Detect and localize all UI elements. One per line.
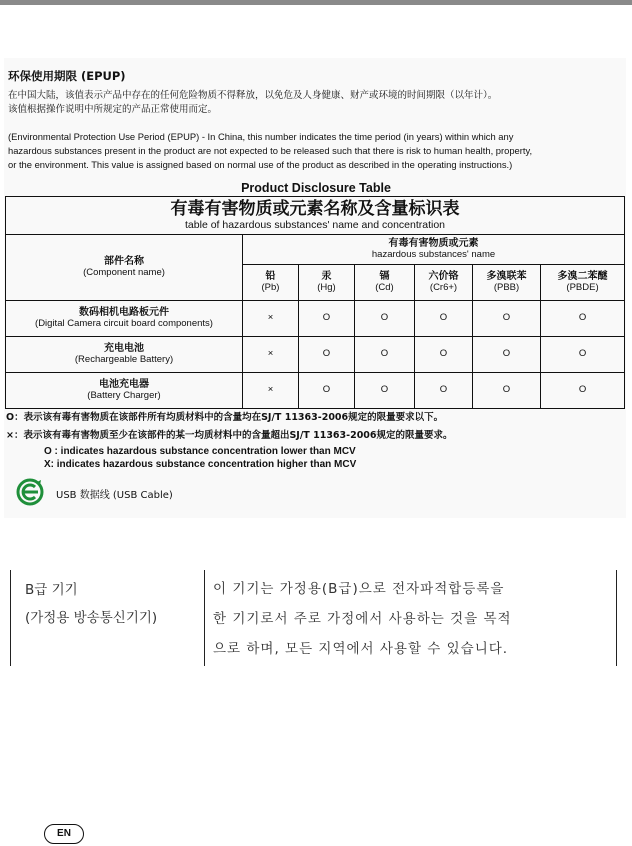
substance-header-hg (299, 265, 355, 301)
component-en: (Rechargeable Battery) (74, 353, 174, 365)
component-header (6, 235, 243, 301)
substance-en: (Cd) (375, 281, 394, 293)
component-cell (6, 373, 243, 409)
substance-header-cn: 有毒有害物质或元素 (388, 238, 479, 250)
mark-cell: O (299, 301, 355, 337)
device-class-cell (11, 570, 205, 666)
device-class-desc: (가정용 방송통신기기) (25, 610, 158, 626)
environmental-protection-logo-icon (16, 478, 44, 506)
legend-x: X: indicates hazardous substance concentration higher than MCV (44, 459, 357, 470)
mark-cell: O (299, 337, 355, 373)
top-rule (0, 0, 632, 5)
component-header-en: (Component name) (83, 266, 165, 278)
mark-cell: O (415, 337, 473, 373)
table-header (6, 197, 625, 235)
table-row (6, 301, 625, 337)
note-x-meaning: ×：表示该有毒有害物质至少在该部件的某一均质材料中的含量超出SJ/T 11363-2006规定的限量要求。 (6, 430, 453, 441)
legend-o: O : indicates hazardous substance concentration lower than MCV (44, 446, 356, 457)
mark-cell: O (541, 373, 625, 409)
substance-header-cr6 (415, 265, 473, 301)
substance-header-en: hazardous substances' name (371, 248, 496, 260)
device-class-label: B급 기기 (25, 582, 78, 598)
substance-cn: 多溴二苯醚 (557, 271, 608, 283)
table-title-cn: 有毒有害物质或元素名称及含量标识表 (170, 199, 460, 220)
component-cn: 充电电池 (104, 343, 144, 355)
component-cn: 电池充电器 (99, 379, 149, 391)
note-o-meaning: O：表示该有毒有害物质在该部件所有均质材料中的含量均在SJ/T 11363-2006规定的限量要求以下。 (6, 412, 444, 423)
component-en: (Digital Camera circuit board components) (35, 317, 213, 329)
mark-cell: O (355, 301, 415, 337)
substance-en: (Cr6+) (429, 281, 458, 293)
epup-en-line: hazardous substances present in the product are not expected to be released such that there is risk to human health, property, (8, 145, 533, 156)
substance-header-pbb (473, 265, 541, 301)
epup-cn-line: 在中国大陆，该值表示产品中存在的任何危险物质不得释放，以免危及人身健康、财产或环境的时间期限（以年计）。 (8, 90, 498, 101)
mark-cell: O (415, 301, 473, 337)
mark-cell: O (473, 373, 541, 409)
emc-statement-line: 한 기기로서 주로 가정에서 사용하는 것을 목적 (213, 611, 512, 627)
epup-cn-line: 该值根据操作说明中所规定的产品正常使用而定。 (8, 104, 218, 115)
disclosure-table-title: Product Disclosure Table (241, 181, 391, 195)
language-badge: EN (44, 824, 84, 844)
substance-header-cd (355, 265, 415, 301)
emc-statement-cell (205, 570, 617, 666)
substance-en: (PBB) (493, 281, 520, 293)
emc-statement-line: 으로 하며, 모든 지역에서 사용할 수 있습니다. (213, 641, 509, 657)
mark-cell: × (243, 337, 299, 373)
mark-cell: × (243, 301, 299, 337)
mark-cell: O (541, 337, 625, 373)
table-title-en: table of hazardous substances' name and concentration (185, 218, 446, 231)
substance-header-pb (243, 265, 299, 301)
substance-cn: 汞 (321, 271, 332, 283)
substance-cn: 铅 (265, 271, 276, 283)
component-cn: 数码相机电路板元件 (79, 307, 169, 319)
mark-cell: O (355, 337, 415, 373)
mark-cell: O (415, 373, 473, 409)
epup-en-line: (Environmental Protection Use Period (EPUP) - In China, this number indicates the time period (in years) within which any (8, 131, 514, 142)
substance-en: (PBDE) (566, 281, 599, 293)
mark-cell: O (299, 373, 355, 409)
mark-cell: O (541, 301, 625, 337)
korean-emc-table (10, 570, 617, 666)
substance-en: (Hg) (317, 281, 336, 293)
component-en: (Battery Charger) (87, 389, 161, 401)
epup-title: 环保使用期限 (EPUP) (8, 69, 126, 83)
table-row (6, 337, 625, 373)
substance-header-pbde (541, 265, 625, 301)
table-row (6, 373, 625, 409)
mark-cell: O (473, 301, 541, 337)
substance-group-header (243, 235, 625, 265)
mark-cell: × (243, 373, 299, 409)
substance-en: (Pb) (261, 281, 280, 293)
component-cell (6, 337, 243, 373)
epup-en-line: or the environment. This value is assigned based on normal use of the product as described in the operating instructions.) (8, 159, 513, 170)
usb-cable-label: USB 数据线 (USB Cable) (56, 490, 173, 501)
emc-statement-line: 이 기기는 가정용(B급)으로 전자파적합등록을 (213, 581, 505, 597)
substance-cn: 多溴联苯 (486, 271, 527, 283)
component-header-cn: 部件名称 (104, 256, 144, 268)
mark-cell: O (473, 337, 541, 373)
substance-cn: 镉 (379, 271, 390, 283)
substance-cn: 六价铬 (428, 271, 459, 283)
mark-cell: O (355, 373, 415, 409)
hazardous-substance-table (5, 196, 625, 409)
component-cell (6, 301, 243, 337)
